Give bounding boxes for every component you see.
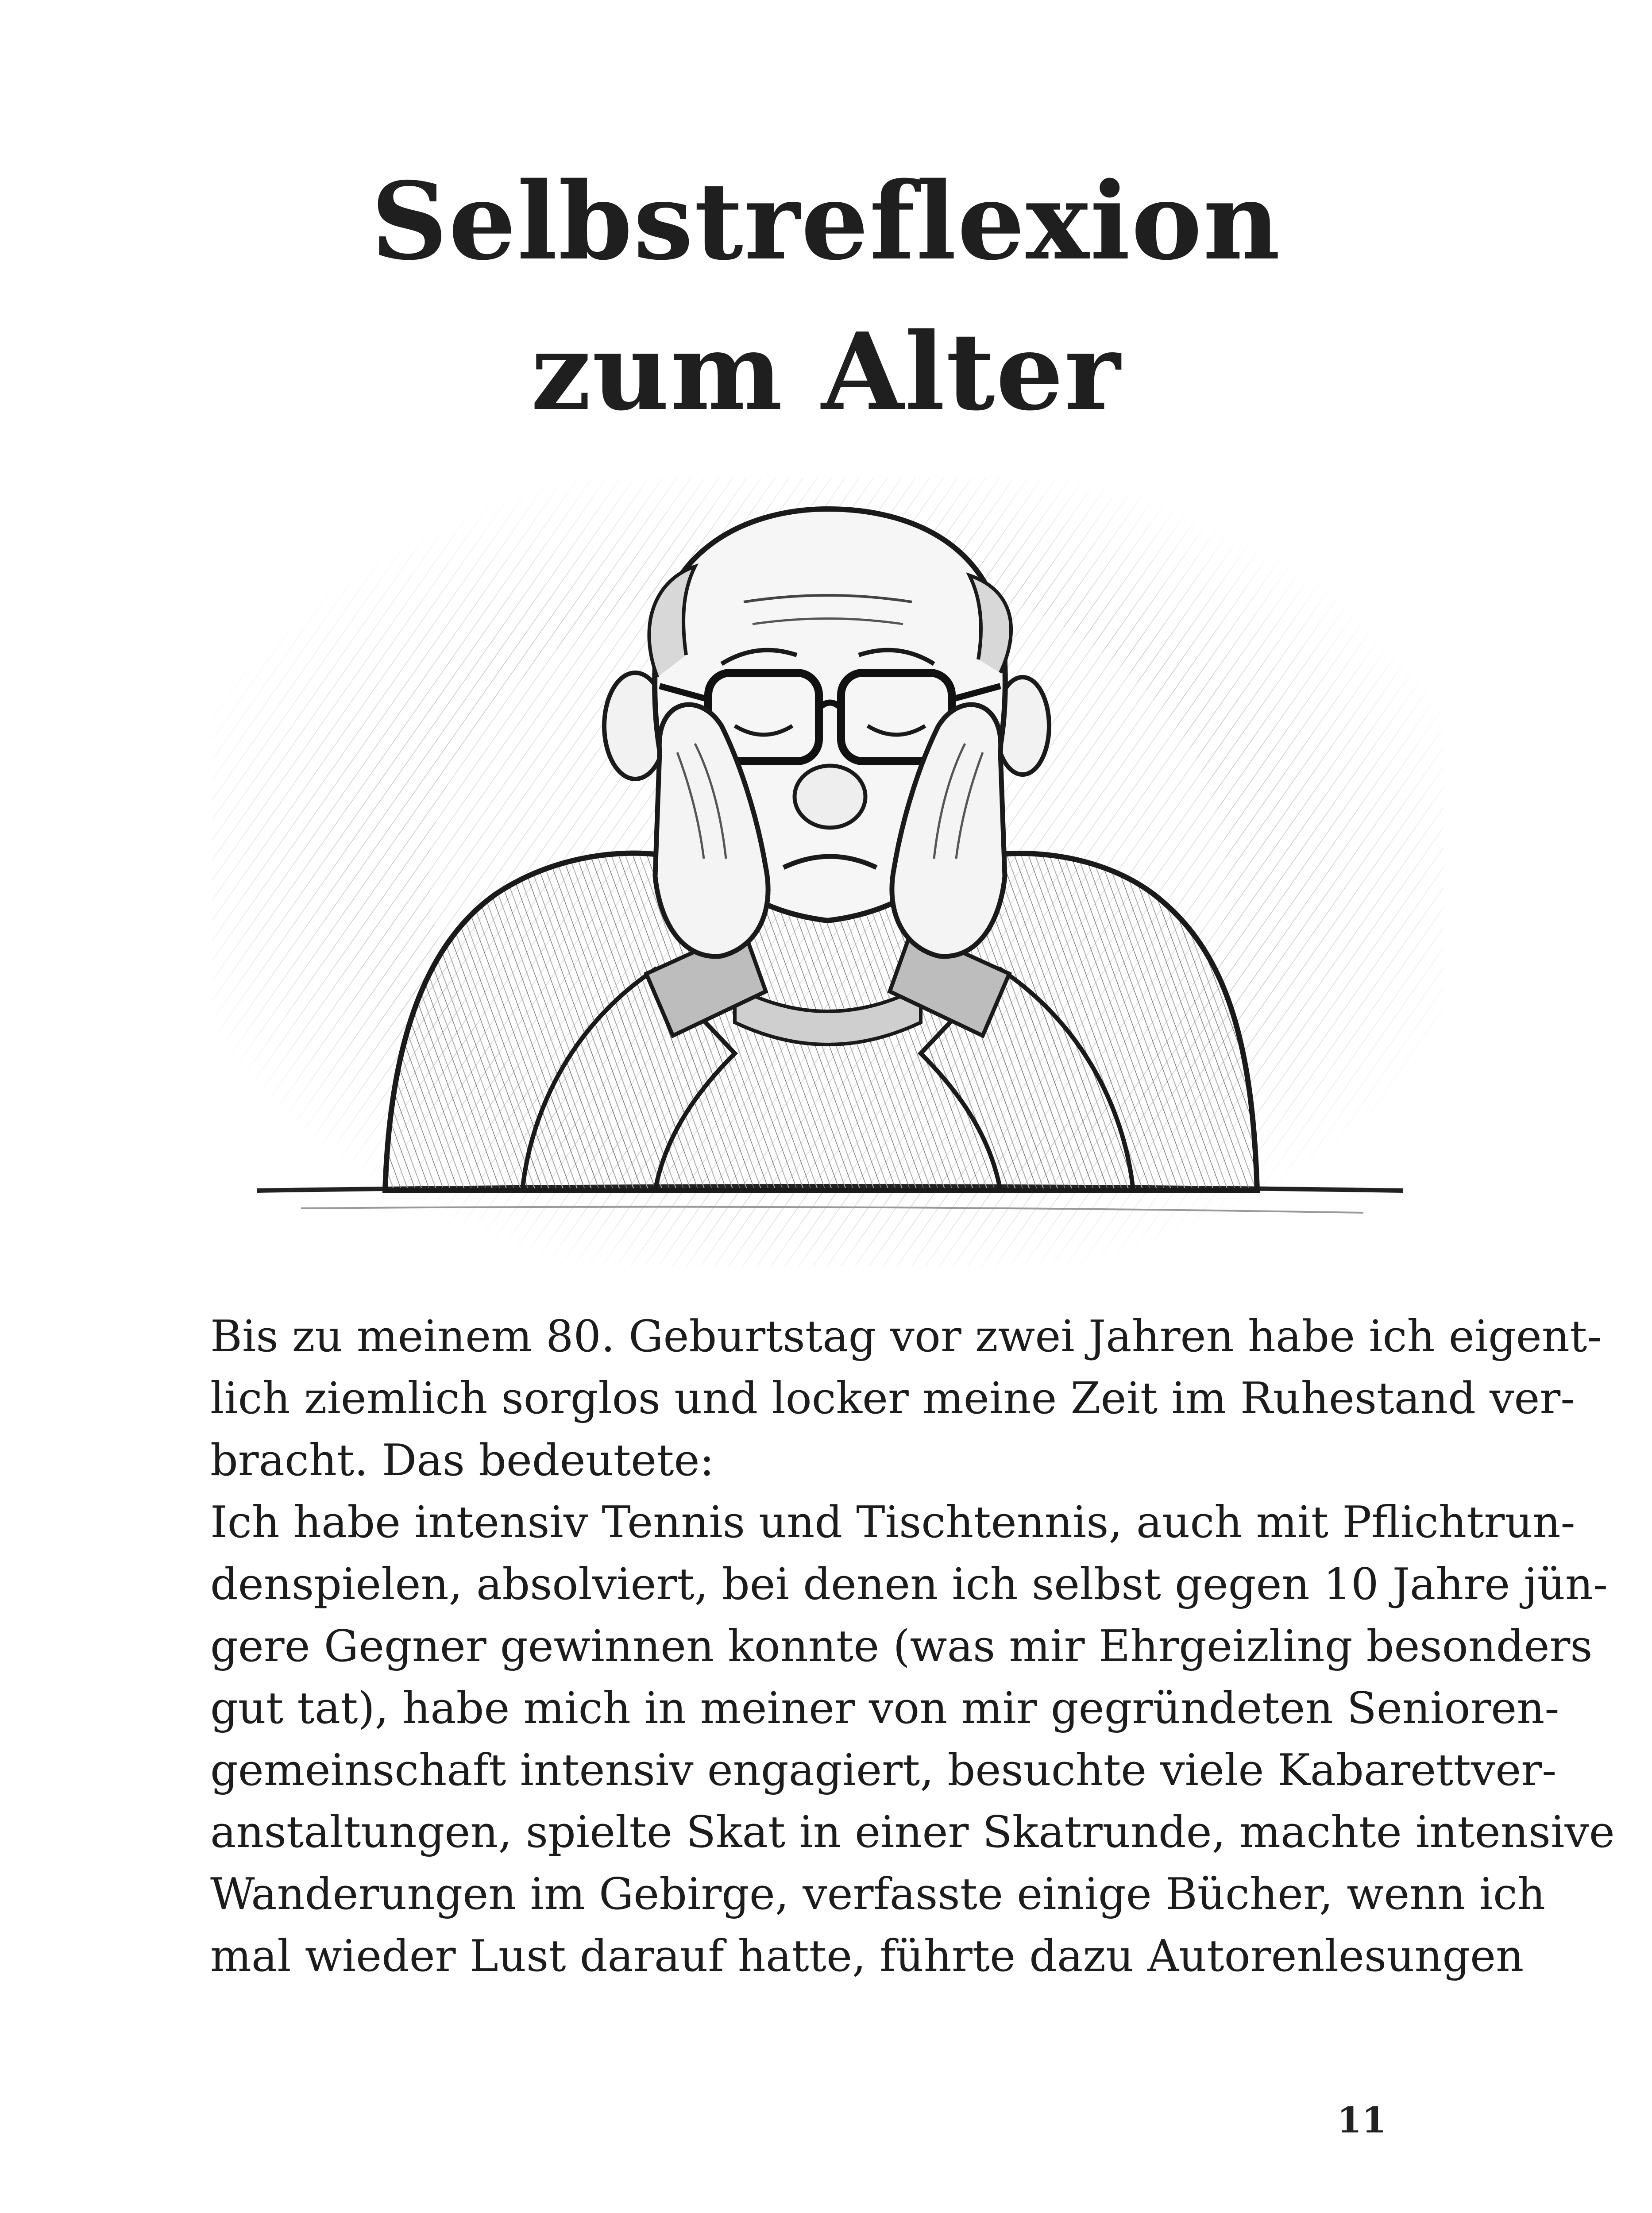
body-line: lich ziemlich sorglos und locker meine Zeit im Ruhestand ver- (210, 1373, 1575, 1424)
page-number: 11 (1337, 2099, 1386, 2141)
body-line: gemeinschaft intensiv engagiert, besuchte viele Kabarettver- (210, 1745, 1557, 1796)
body-line: Ich habe intensiv Tennis und Tischtennis, auch mit Pflichtrun- (210, 1497, 1575, 1548)
page-title (0, 146, 1652, 447)
sad-old-man-illustration (212, 478, 1443, 1266)
body-line: bracht. Das bedeutete: (210, 1435, 714, 1486)
body-line: anstaltungen, spielte Skat in einer Skatrunde, machte intensive (210, 1807, 1615, 1858)
title-line-2: zum Alter (531, 309, 1121, 434)
body-line: denspielen, absolviert, bei denen ich selbst gegen 10 Jahre jün- (210, 1559, 1608, 1610)
title-line-1: Selbstreflexion (371, 159, 1281, 284)
body-paragraph (210, 1306, 1615, 1987)
body-line: gere Gegner gewinnen konnte (was mir Ehrgeizling besonders (210, 1621, 1593, 1672)
body-line: gut tat), habe mich in meiner von mir gegründeten Senioren- (210, 1683, 1559, 1734)
body-line: Wanderungen im Gebirge, verfasste einige Bücher, wenn ich (210, 1869, 1546, 1920)
body-line: mal wieder Lust darauf hatte, führte dazu Autorenlesungen (210, 1931, 1524, 1982)
body-line: Bis zu meinem 80. Geburtstag vor zwei Jahren habe ich eigent- (210, 1311, 1602, 1362)
